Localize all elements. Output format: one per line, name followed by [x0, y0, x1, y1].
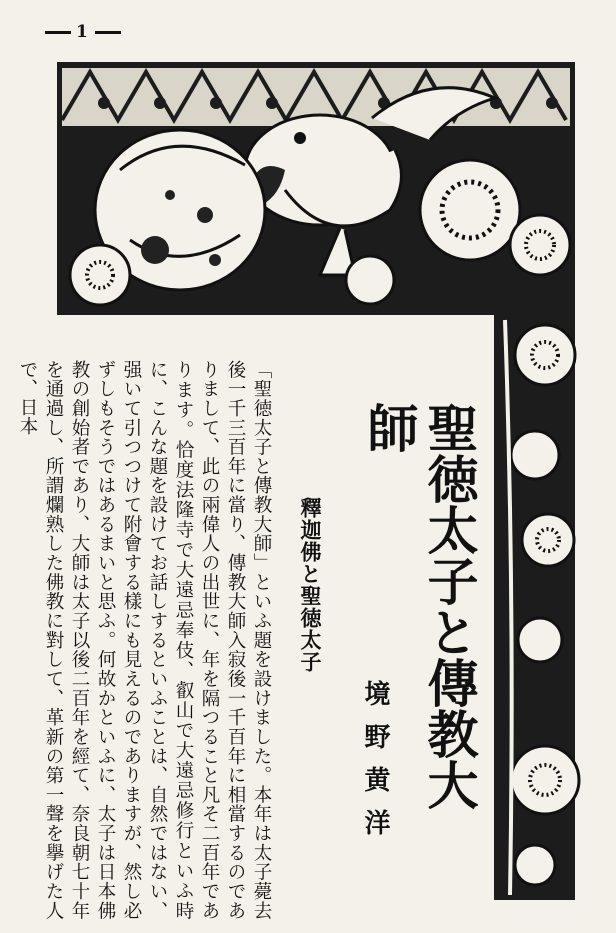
article-subtitle: 釋迦佛と聖徳太子 — [298, 497, 323, 673]
body-paragraph: 「聖徳太子と傳教大師」といふ題を設けました。本年は太子薨去後一千三百年に當り、傳教大師入寂後一千百年に相當するのでありまして、此の兩偉人の出世に、年を隔つること凡そ二百年であります。恰度法隆寺で大遠忌奉伎、叡山で大遠忌修行といふ時に、こんな題を設けてお話しするといふことは、自然ではない、强いて引つつけて附會する樣にも見えるのでありますが、然し必ずしもそうではあるまいと思ふ。何故かといふに、太子は日本佛教の創始者であり、大師は太子以後二百年を經て、奈良朝七十年を通過し、所謂爛熟した佛教に對して、革新の第一聲を擧げた人で、日本 — [17, 360, 272, 920]
article-author: 境野黄洋 — [360, 680, 390, 852]
page-number-value: 1 — [76, 22, 90, 42]
article-title: 聖徳太子と傳教大師 — [358, 402, 478, 810]
article-body — [17, 360, 274, 920]
